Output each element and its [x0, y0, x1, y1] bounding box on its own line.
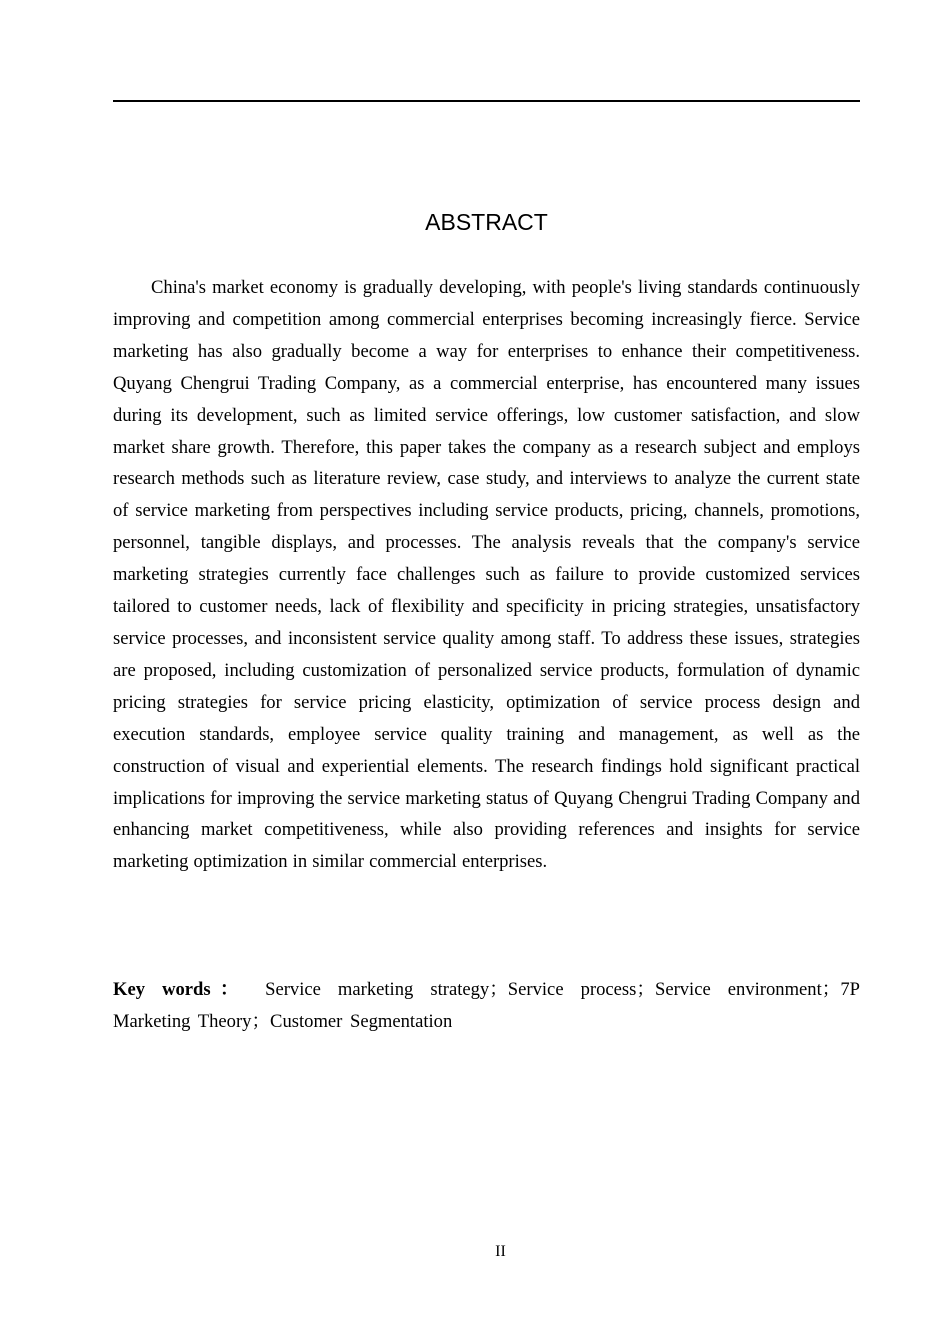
- keywords-paragraph: [113, 974, 860, 1038]
- keywords-text: Service marketing strategy；Service process；Service environment；7P Marketing Theory；Customer Segmentation: [113, 979, 860, 1032]
- abstract-body: China's market economy is gradually developing, with people's living standards continuously improving and competition among commercial enterprises becoming increasingly fierce. Service marketing has also gradually become a way for enterprises to enhance their competitiveness. Quyang Chengrui Trading Company, as a commercial enterprise, has encountered many issues during its development, such as limited service offerings, low customer satisfaction, and slow market share growth. Therefore, this paper takes the company as a research subject and employs research methods such as literature review, case study, and interviews to analyze the current state of service marketing from perspectives including service products, pricing, channels, promotions, personnel, tangible displays, and processes. The analysis reveals that the company's service marketing strategies currently face challenges such as failure to provide customized services tailored to customer needs, lack of flexibility and specificity in pricing strategies, unsatisfactory service processes, and inconsistent service quality among staff. To address these issues, strategies are proposed, including customization of personalized service products, formulation of dynamic pricing strategies for service pricing elasticity, optimization of service process design and execution standards, employee service quality training and management, as well as the construction of visual and experiential elements. The research findings hold significant practical implications for improving the service marketing status of Quyang Chengrui Trading Company and enhancing market competitiveness, while also providing references and insights for service marketing optimization in similar commercial enterprises.: [113, 277, 860, 873]
- keywords-label: Key words：: [113, 979, 249, 1000]
- page-number: II: [495, 1243, 506, 1260]
- page-title: ABSTRACT: [425, 209, 548, 235]
- header-rule: [113, 100, 860, 102]
